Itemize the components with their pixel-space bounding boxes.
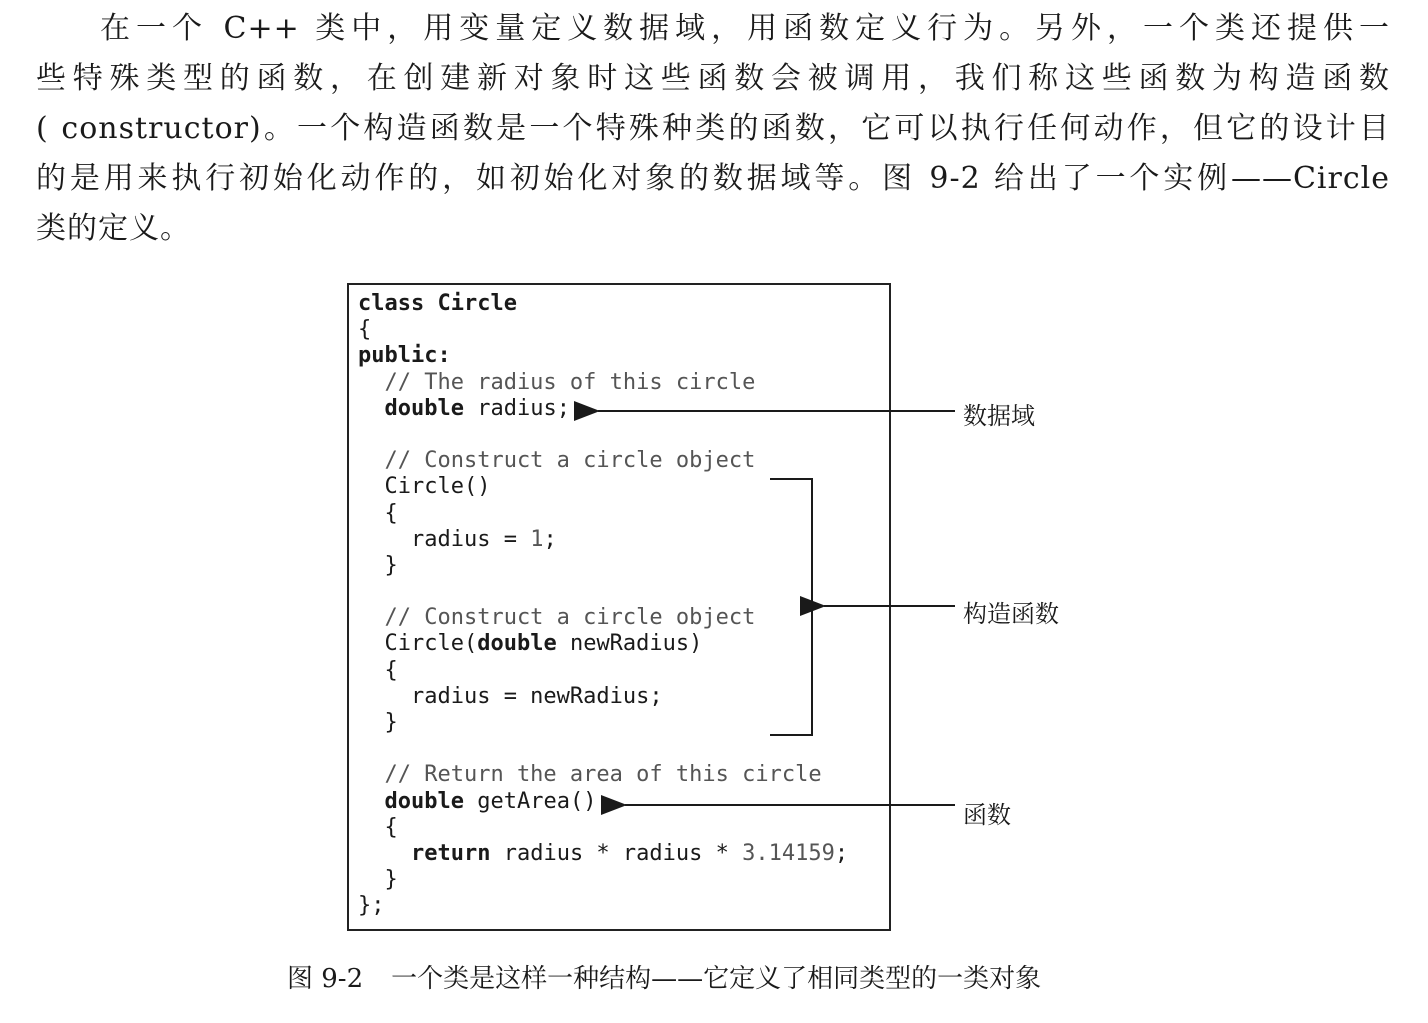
code-number: 3.14159: [742, 840, 835, 866]
figure-number: 图 9-2: [287, 964, 364, 994]
keyword: double: [384, 395, 464, 421]
caption-text: 一个类是这样一种结构——它定义了相同类型的一类对象: [391, 964, 1042, 994]
function-label: 函数: [963, 801, 1011, 829]
paragraph-line: 类的定义。: [36, 211, 191, 246]
keyword: double: [477, 631, 557, 657]
figure-caption: [287, 958, 1041, 995]
paragraph-line: 的是用来执行初始化动作的，如初始化对象的数据域等。图 9-2 给出了一个实例——Circle: [36, 161, 1390, 196]
code-comment: // Construct a circle object: [358, 605, 756, 631]
class-declaration: class Circle: [358, 291, 517, 316]
code-number: 1: [530, 526, 544, 552]
paragraph-line: 些特殊类型的函数，在创建新对象时这些函数会被调用，我们称这些函数为构造函数: [36, 61, 1390, 96]
code-text: newRadius): [556, 631, 703, 657]
keyword: double: [384, 788, 464, 814]
code-line: {: [358, 317, 372, 343]
code-comment: // Construct a circle object: [358, 448, 756, 474]
code-line: }: [358, 552, 398, 578]
code-text: Circle(: [358, 631, 478, 657]
code-comment: // The radius of this circle: [358, 369, 756, 395]
code-line: }: [358, 867, 398, 893]
code-text: getArea(): [463, 788, 597, 814]
code-line: };: [358, 893, 385, 919]
code-text: radius =: [358, 526, 531, 552]
code-line: {: [358, 500, 398, 526]
code-line: {: [358, 657, 398, 683]
constructor-label: 构造函数: [963, 600, 1059, 628]
code-text: radius;: [463, 395, 570, 421]
code-comment: // Return the area of this circle: [358, 762, 822, 788]
code-text: ;: [834, 840, 849, 866]
code-line: {: [358, 814, 398, 840]
data-field-label: 数据域: [963, 402, 1035, 430]
keyword: return: [410, 840, 491, 866]
code-line: Circle(): [358, 474, 491, 500]
constructor-bracket: [770, 479, 812, 735]
code-line: public:: [358, 343, 451, 369]
code-line: radius = newRadius;: [358, 683, 663, 709]
paragraph-line: 在一个 C++ 类中，用变量定义数据域，用函数定义行为。另外，一个类还提供一: [100, 11, 1390, 46]
code-line: }: [358, 710, 398, 735]
paragraph-line: ( constructor)。一个构造函数是一个特殊种类的函数，它可以执行任何动作，但它的设计目: [36, 111, 1390, 146]
code-text: ;: [543, 526, 557, 552]
code-text: radius * radius *: [490, 840, 743, 866]
